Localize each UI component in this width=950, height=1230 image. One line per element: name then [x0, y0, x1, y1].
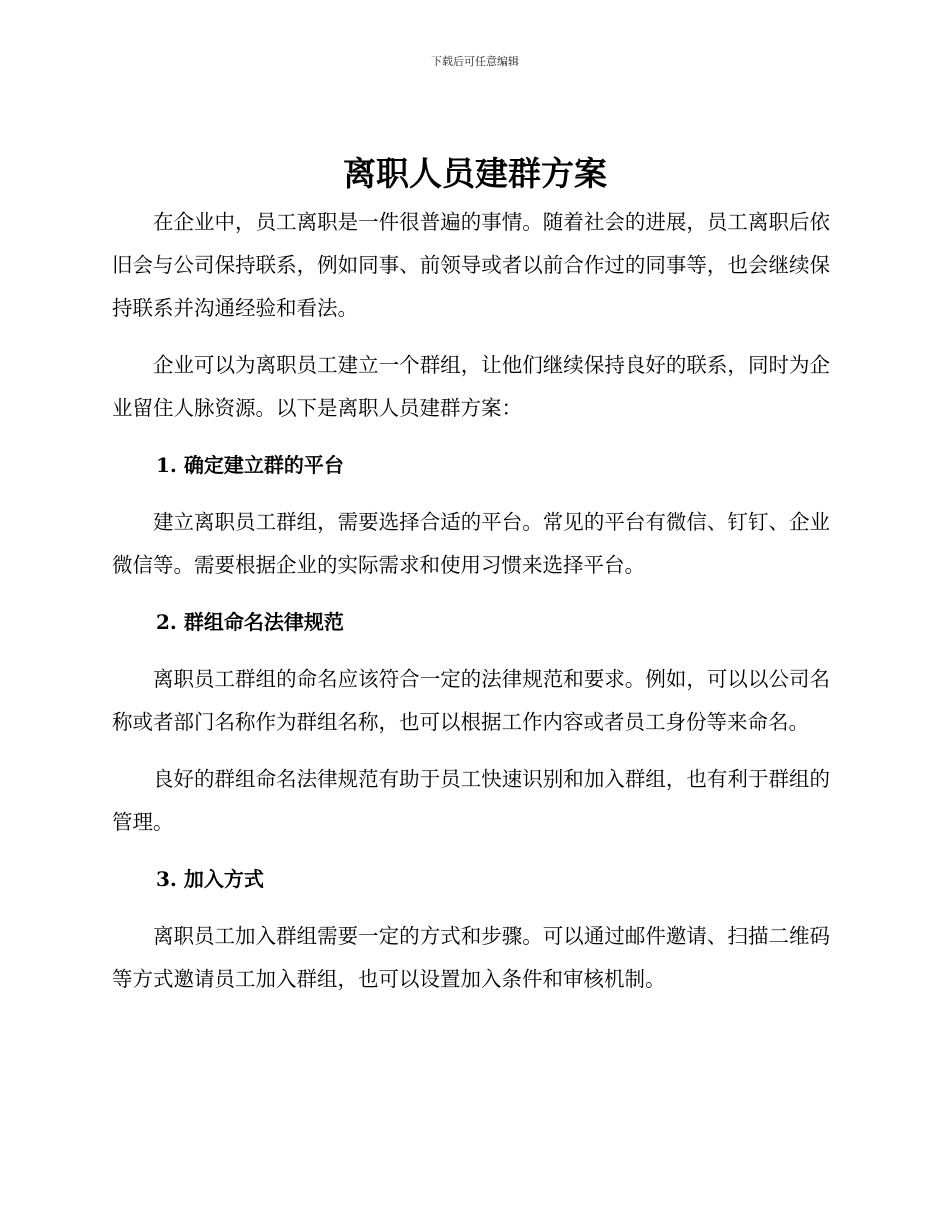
- paragraph-platform: 建立离职员工群组，需要选择合适的平台。常见的平台有微信、钉钉、企业微信等。需要根据企业的实际需求和使用习惯来选择平台。: [112, 510, 830, 577]
- paragraph-naming: 离职员工群组的命名应该符合一定的法律规范和要求。例如，可以以公司名称或者部门名称作为群组名称，也可以根据工作内容或者员工身份等来命名。: [112, 667, 830, 734]
- paragraph-purpose: 企业可以为离职员工建立一个群组，让他们继续保持良好的联系，同时为企业留住人脉资源。以下是离职人员建群方案：: [112, 353, 830, 420]
- paragraph-intro: 在企业中，员工离职是一件很普遍的事情。随着社会的进展，员工离职后依旧会与公司保持联系，例如同事、前领导或者以前合作过的同事等，也会继续保持联系并沟通经验和看法。: [112, 210, 830, 320]
- document-title: 离职人员建群方案: [343, 154, 607, 193]
- paragraph-naming-benefit: 良好的群组命名法律规范有助于员工快速识别和加入群组，也有利于群组的管理。: [112, 767, 830, 834]
- document-body: [112, 201, 830, 1015]
- paragraph-join: 离职员工加入群组需要一定的方式和步骤。可以通过邮件邀请、扫描二维码等方式邀请员工加入群组，也可以设置加入条件和审核机制。: [112, 924, 830, 991]
- section-heading-join: 3. 加入方式: [156, 867, 264, 891]
- section-heading-platform: 1. 确定建立群的平台: [156, 453, 344, 477]
- section-heading-naming: 2. 群组命名法律规范: [156, 610, 344, 634]
- header-note: 下载后可任意编辑: [431, 55, 519, 68]
